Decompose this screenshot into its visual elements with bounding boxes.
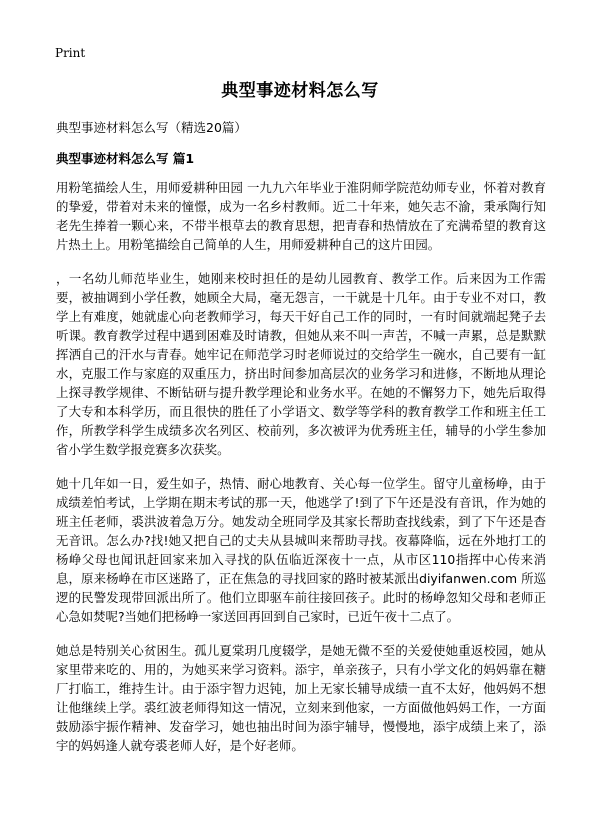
paragraph-1: 用粉笔描绘人生，用师爱耕种田园 一九九六年毕业于淮阴师学院范幼师专业，怀着对教育的挚爱，带着对未来的憧憬，成为一名乡村教师。近二十年来，她矢志不渝，秉承陶行知老先生捧着一颗心来，不带半根草去的教育思想，把青春和热情放在了充满希望的教育这片热土上。用粉笔描绘自己简单的人生，用师爱耕种自己的这片田园。 [56, 180, 546, 252]
paragraph-3: 她十几年如一日，爱生如子，热情、耐心地教育、关心每一位学生。留守儿童杨峥，由于成绩差怕考试，上学期在期末考试的那一天，他逃学了!到了下午还是没有音讯，作为她的班主任老师，裘洪波着急万分。她发动全班同学及其家长帮助查找线索，到了下午还是杳无音讯。怎么办?找!她又把自己的丈夫从县城叫来帮助寻找。夜幕降临，远在外地打工的杨峥父母也闻讯赶回家来加入寻找的队伍临近深夜十一点，从市区110指挥中心传来消息，原来杨峥在市区迷路了，正在焦急的寻找回家的路时被某派出diyifanwen.com 所巡逻的民警发现带回派出所了。他们立即驱车前往接回孩子。此时的杨峥忽知父母和老师正心急如焚呢?当她们把杨峥一家送回再回到自己家时，已近午夜十二点了。 [56, 476, 546, 624]
document-title: 典型事迹材料怎么写 [221, 81, 379, 101]
print-link[interactable]: Print [55, 46, 86, 60]
document-subtitle: 典型事迹材料怎么写（精选20篇） [56, 120, 247, 135]
paragraph-2: ，一名幼儿师范毕业生，她刚来校时担任的是幼儿园教育、教学工作。后来因为工作需要，被抽调到小学任教，她顾全大局，毫无怨言，一干就是十几年。由于专业不对口，教学上有难度，她就虚心向老教师学习，每天干好自己工作的同时，一有时间就端起凳子去听课。教育教学过程中遇到困难及时请教，但她从来不叫一声苦，不喊一声累，总是默默挥洒自己的汗水与青春。她牢记在师范学习时老师说过的交给学生一碗水，自己要有一缸水，克服工作与家庭的双重压力，挤出时间参加高层次的业务学习和进修，不断地从理论上探寻教学规律、不断钻研与提升教学理论和业务水平。在她的不懈努力下，她先后取得了大专和本科学历，而且很快的胜任了小学语文、数学等学科的教育教学工作和班主任工作，所教学科学生成绩多次名列区、校前列，多次被评为优秀班主任，辅导的小学生参加省小学生数学报竞赛多次获奖。 [56, 271, 546, 457]
paragraph-4: 她总是特别关心贫困生。孤儿夏棠玥几度辍学，是她无微不至的关爱使她重返校园，她从家里带来吃的、用的，为她买来学习资料。添宇，单亲孩子，只有小学文化的妈妈靠在糖厂打临工，维持生计。由于添宇智力迟钝，加上无家长辅导成绩一直不太好，他妈妈不想让他继续上学。裘红波老师得知这一情况，立刻来到他家，一方面做他妈妈工作，一方面鼓励添宇振作精神、发奋学习，她也抽出时间为添宇辅导，慢慢地，添宇成绩上来了，添宇的妈妈逢人就夸裘老师人好，是个好老师。 [56, 643, 546, 753]
section-heading: 典型事迹材料怎么写 篇1 [56, 151, 195, 166]
